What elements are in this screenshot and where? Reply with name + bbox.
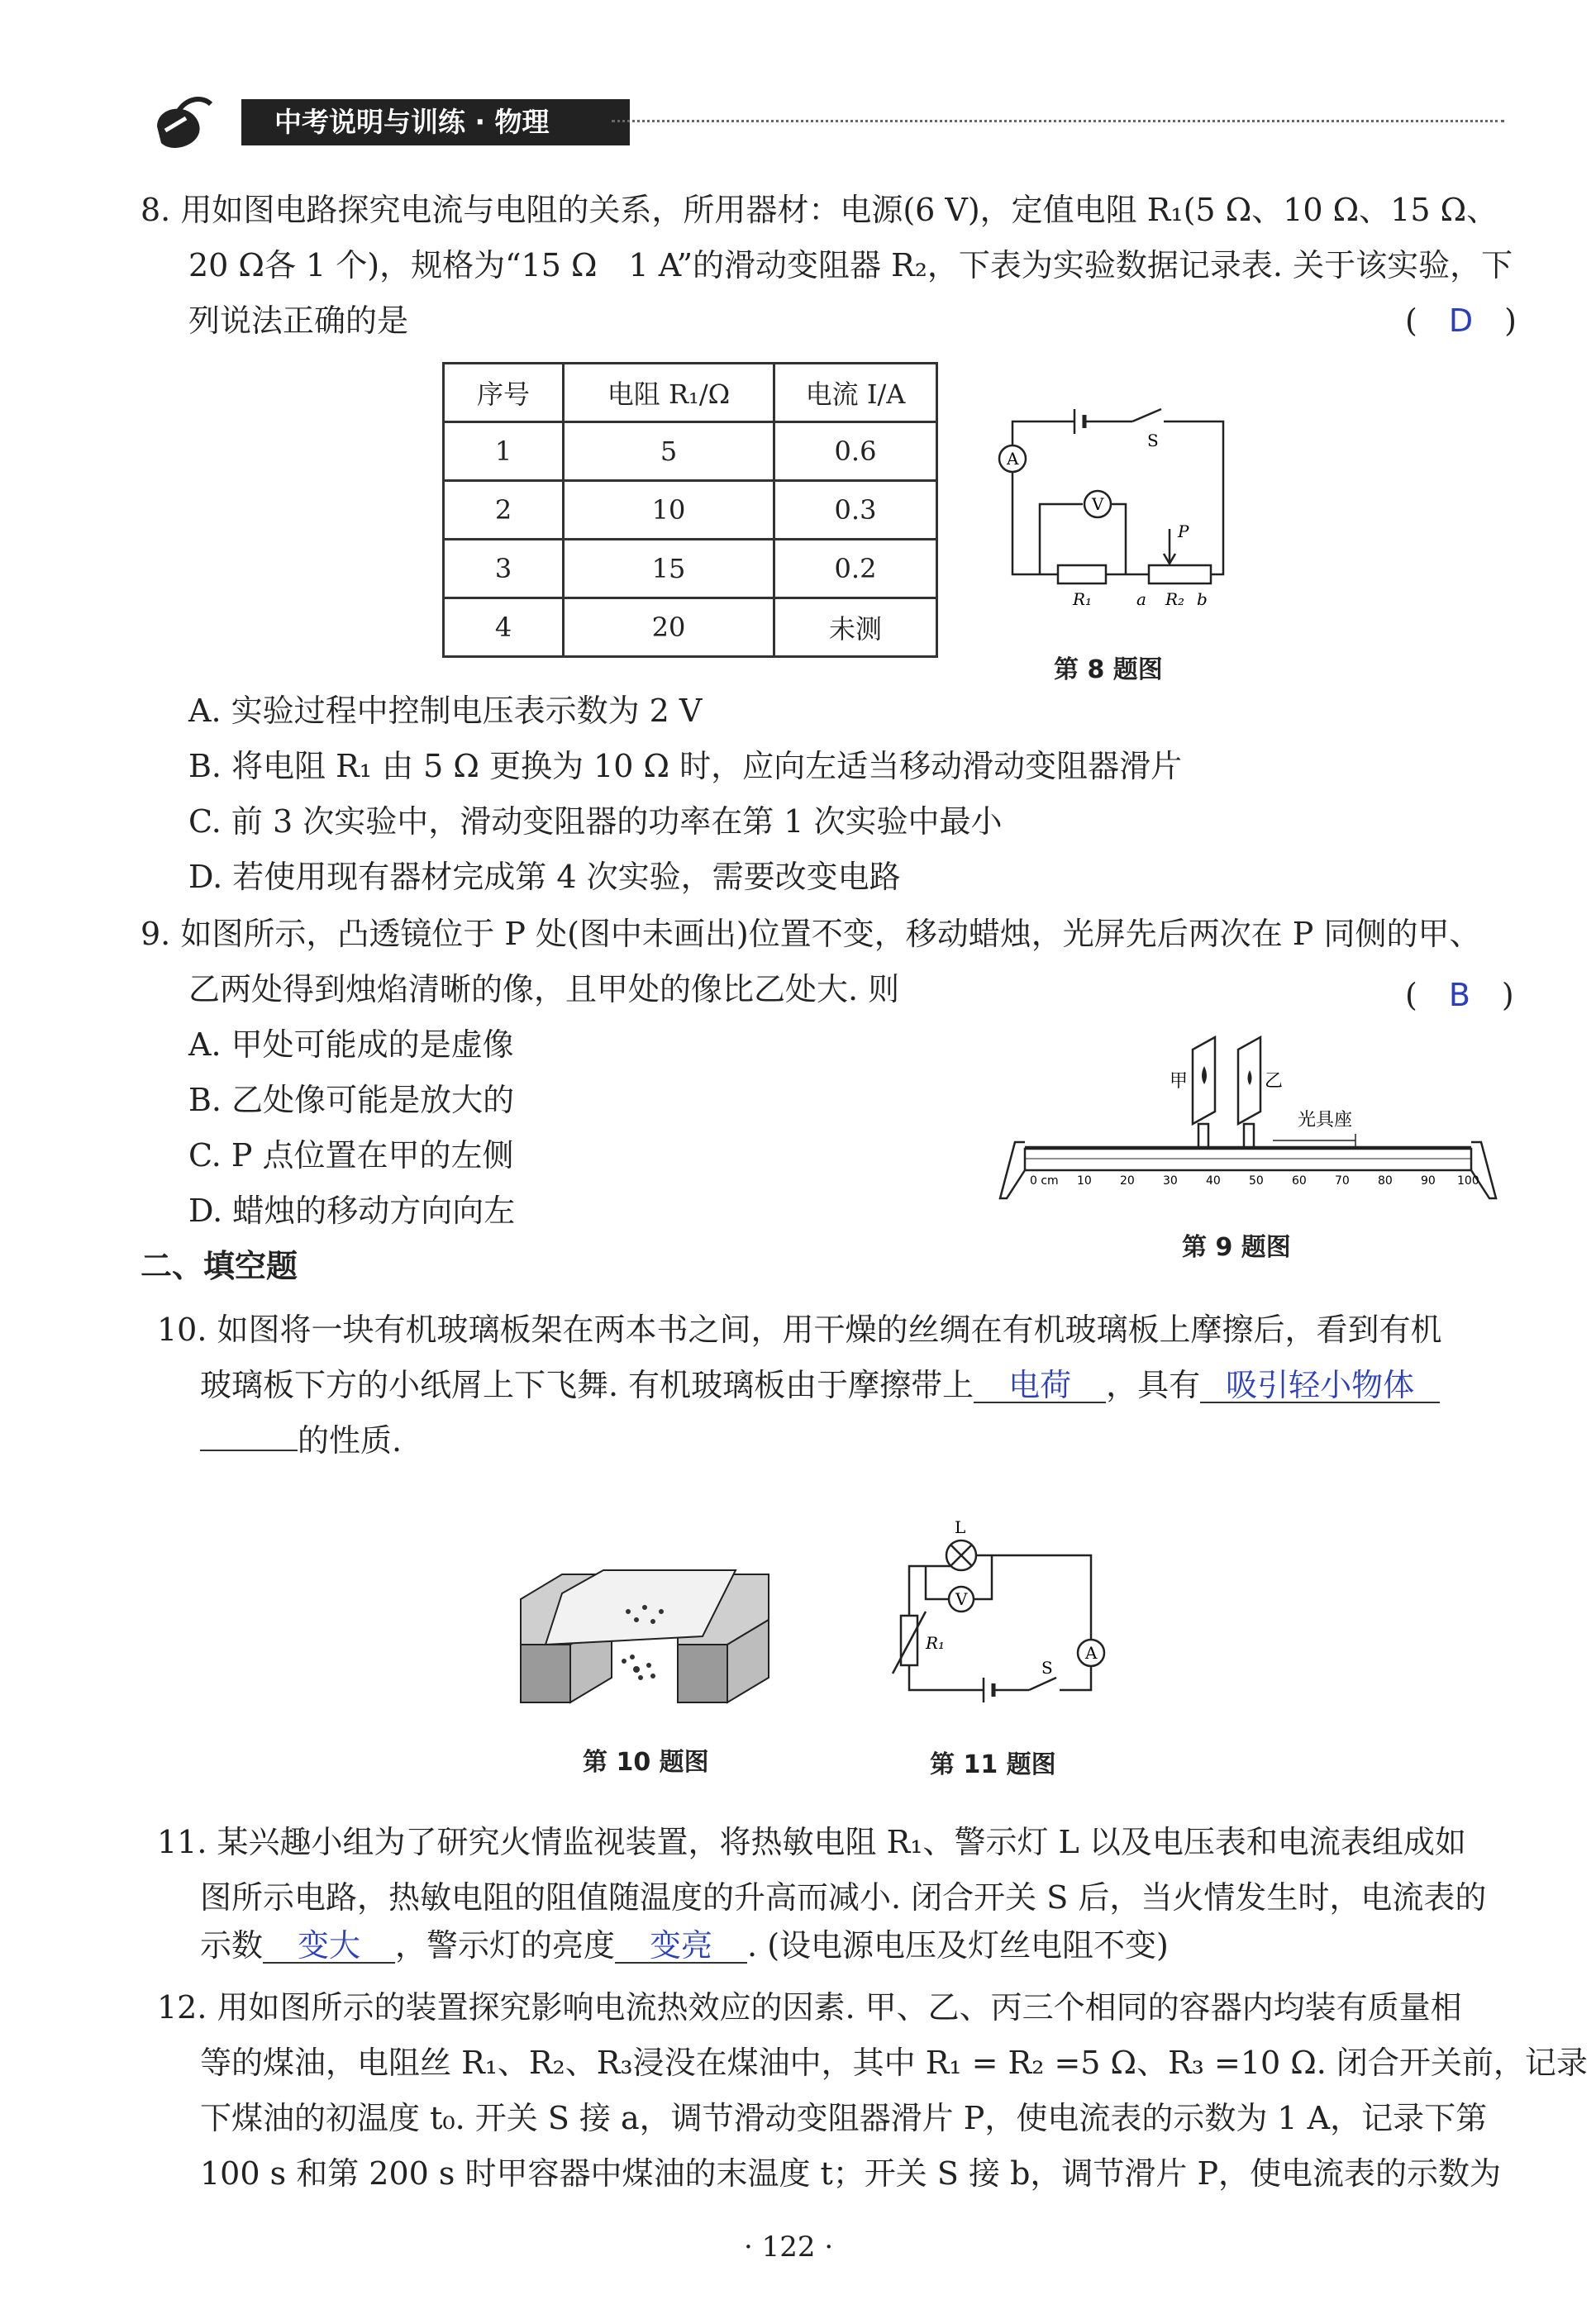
ruler-tick: 30 <box>1163 1174 1178 1188</box>
q11-switch-label: S <box>1041 1658 1053 1678</box>
table-row <box>444 540 937 598</box>
q9-option-d: D. 蜡烛的移动方向向左 <box>188 1193 516 1229</box>
table-cell: 0.6 <box>774 422 937 481</box>
q11-circuit-diagram <box>876 1516 1124 1715</box>
ruler-tick: 10 <box>1077 1174 1092 1188</box>
q11-line3-text3: . (设电源电压及灯丝电阻不变) <box>747 1927 1169 1964</box>
ruler-tick: 40 <box>1206 1174 1221 1188</box>
table-cell: 20 <box>564 598 774 657</box>
q10-line3-text: 的性质. <box>298 1422 403 1459</box>
q8-answer: D <box>1448 302 1474 339</box>
q9-answer-bracket: ( B ) <box>1405 977 1514 1013</box>
header-logo <box>141 89 231 155</box>
q12-line4: 100 s 和第 200 s 时甲容器中煤油的末温度 t；开关 S 接 b，调节滑片 P，使电流表的示数为 <box>200 2155 1502 2192</box>
q10-line3 <box>200 1421 402 1460</box>
q9-label-bench: 光具座 <box>1298 1110 1353 1131</box>
q9-option-c: C. P 点位置在甲的左侧 <box>188 1137 514 1174</box>
q8-data-table <box>442 362 938 658</box>
q10-blank2-continuation <box>200 1450 298 1451</box>
q12-line2: 等的煤油，电阻丝 R₁、R₂、R₃浸没在煤油中，其中 R₁ = R₂ =5 Ω、R₃ =10 Ω. 闭合开关前，记录 <box>200 2045 1588 2081</box>
q12-line3: 下煤油的初温度 t₀. 开关 S 接 a，调节滑动变阻器滑片 P，使电流表的示数为 1 A，记录下第 <box>200 2100 1488 2136</box>
table-row <box>444 481 937 540</box>
header-title: 中考说明与训练 · 物理 <box>241 99 630 145</box>
q9-option-a: A. 甲处可能成的是虚像 <box>188 1026 514 1063</box>
table-cell: 10 <box>564 481 774 540</box>
q9-line1: 9. 如图所示，凸透镜位于 P 处(图中未画出)位置不变，移动蜡烛，光屏先后两次在 P 同侧的甲、 <box>141 916 1481 952</box>
q8-r2-label: R₂ <box>1165 589 1185 609</box>
q8-a-label: a <box>1136 589 1146 609</box>
q11-caption: 第 11 题图 <box>930 1750 1056 1779</box>
q11-ammeter-label: A <box>1085 1643 1098 1663</box>
q11-line3-text: 示数 <box>200 1927 264 1964</box>
header-rule <box>612 120 1504 127</box>
q9-option-b: B. 乙处像可能是放大的 <box>188 1082 515 1118</box>
q11-line2: 图所示电路，热敏电阻的阻值随温度的升高而减小. 闭合开关 S 后，当火情发生时，电流表的 <box>200 1879 1487 1916</box>
q11-blank1: 变大 <box>263 1929 395 1964</box>
table-row <box>444 598 937 657</box>
q11-line3-text2: ，警示灯的亮度 <box>395 1927 616 1964</box>
q8-line1: 8. 用如图电路探究电流与电阻的关系，所用器材：电源(6 V)，定值电阻 R₁(5 Ω、10 Ω、15 Ω、 <box>141 192 1498 228</box>
q8-r1-label: R₁ <box>1073 589 1093 609</box>
q8-circuit-diagram <box>975 388 1248 620</box>
q8-slider-label: P <box>1178 521 1189 541</box>
q8-option-b: B. 将电阻 R₁ 由 5 Ω 更换为 10 Ω 时，应向左适当移动滑动变阻器滑片 <box>188 748 1183 784</box>
q9-label-yi: 乙 <box>1265 1071 1284 1092</box>
q11-lamp-label: L <box>955 1517 966 1537</box>
q10-blank1: 电荷 <box>974 1369 1106 1403</box>
ruler-tick: 60 <box>1292 1174 1307 1188</box>
q10-caption: 第 10 题图 <box>583 1748 709 1777</box>
ruler-tick: 0 cm <box>1030 1174 1059 1188</box>
ruler-tick: 100 <box>1457 1174 1479 1188</box>
ruler-tick: 20 <box>1120 1174 1135 1188</box>
q10-line1: 10. 如图将一块有机玻璃板架在两本书之间，用干燥的丝绸在有机玻璃板上摩擦后，看到有机 <box>157 1312 1442 1348</box>
q11-r1-label: R₁ <box>926 1633 946 1653</box>
table-cell: 0.2 <box>774 540 937 598</box>
page-number: · 122 · <box>744 2231 834 2264</box>
table-header-cell: 电阻 R₁/Ω <box>564 364 774 422</box>
q11-blank2: 变亮 <box>615 1929 747 1964</box>
table-cell: 3 <box>444 540 564 598</box>
q10-line2-text: 玻璃板下方的小纸屑上下飞舞. 有机玻璃板由于摩擦带上 <box>200 1367 974 1403</box>
table-cell: 15 <box>564 540 774 598</box>
q8-line2: 20 Ω各 1 个)，规格为“15 Ω 1 A”的滑动变阻器 R₂，下表为实验数据记录表. 关于该实验，下 <box>188 247 1513 283</box>
ruler-tick: 80 <box>1378 1174 1393 1188</box>
table-header-row <box>444 364 937 422</box>
q11-voltmeter-label: V <box>955 1589 968 1609</box>
ruler-tick: 90 <box>1421 1174 1436 1188</box>
q11-line1: 11. 某兴趣小组为了研究火情监视装置，将热敏电阻 R₁、警示灯 L 以及电压表和电流表组成如 <box>157 1824 1466 1860</box>
q8-voltmeter-label: V <box>1092 494 1104 514</box>
q9-caption: 第 9 题图 <box>1182 1233 1291 1262</box>
q8-switch-label: S <box>1147 431 1159 450</box>
q12-line1: 12. 用如图所示的装置探究影响电流热效应的因素. 甲、乙、丙三个相同的容器内均装有质量相 <box>157 1989 1462 2026</box>
q10-blank2: 吸引轻小物体 <box>1200 1369 1440 1403</box>
q11-line3 <box>200 1926 1169 1965</box>
ruler-tick: 50 <box>1249 1174 1264 1188</box>
q8-option-a: A. 实验过程中控制电压表示数为 2 V <box>188 693 703 729</box>
table-cell: 2 <box>444 481 564 540</box>
q8-ammeter-label: A <box>1007 449 1019 469</box>
table-cell: 未测 <box>774 598 937 657</box>
q8-b-label: b <box>1197 589 1208 609</box>
table-row <box>444 422 937 481</box>
q10-line2 <box>200 1365 1440 1405</box>
q8-option-c: C. 前 3 次实验中，滑动变阻器的功率在第 1 次实验中最小 <box>188 803 1003 840</box>
q10-figure <box>512 1562 777 1711</box>
q8-option-d: D. 若使用现有器材完成第 4 次实验，需要改变电路 <box>188 859 901 895</box>
table-cell: 0.3 <box>774 481 937 540</box>
table-cell: 5 <box>564 422 774 481</box>
q8-line3: 列说法正确的是 <box>188 302 409 339</box>
q8-caption: 第 8 题图 <box>1054 655 1163 684</box>
table-header-cell: 电流 I/A <box>774 364 937 422</box>
q8-answer-bracket: ( D ) <box>1405 302 1517 339</box>
q9-label-jia: 甲 <box>1170 1071 1189 1092</box>
table-cell: 1 <box>444 422 564 481</box>
q9-optical-bench-diagram <box>992 1033 1504 1215</box>
q10-line2-text2: ，具有 <box>1106 1367 1201 1403</box>
table-header-cell: 序号 <box>444 364 564 422</box>
ruler-tick: 70 <box>1335 1174 1350 1188</box>
q9-line2: 乙两处得到烛焰清晰的像，且甲处的像比乙处大. 则 <box>188 971 900 1007</box>
table-cell: 4 <box>444 598 564 657</box>
section2-title: 二、填空题 <box>141 1248 298 1284</box>
q9-answer: B <box>1448 977 1470 1013</box>
